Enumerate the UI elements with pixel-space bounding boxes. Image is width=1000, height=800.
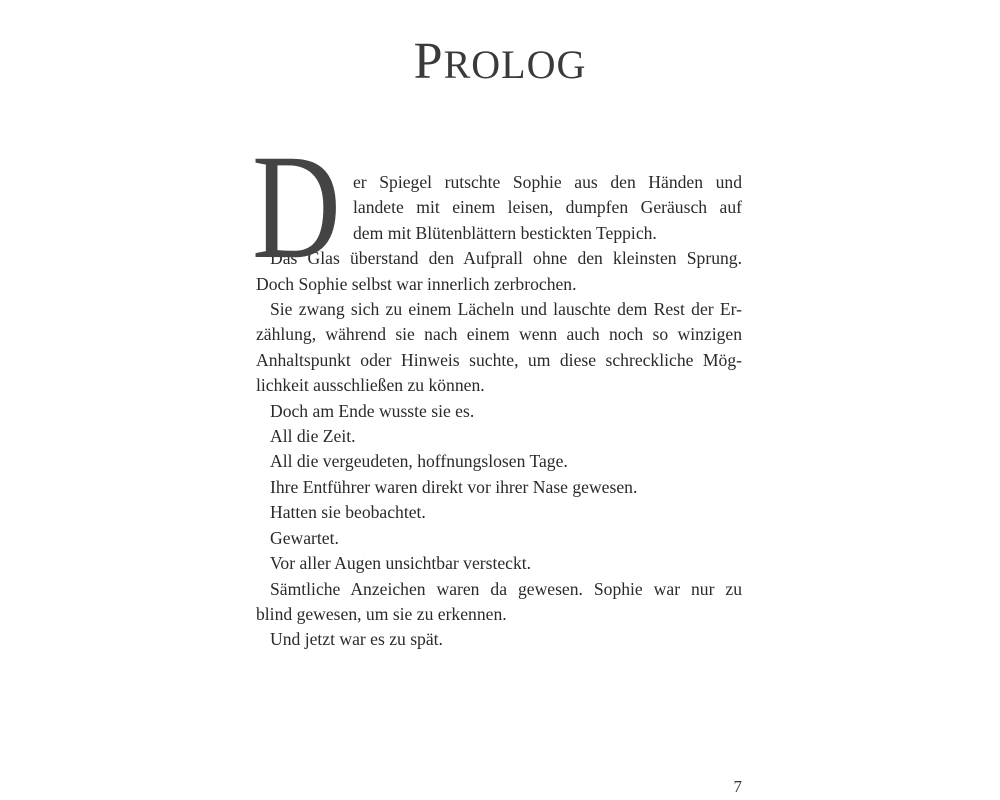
text-line: Doch am Ende wusste sie es. <box>270 400 475 421</box>
text-line: Anhaltspunkt oder Hinweis suchte, um diese schreckliche Mög- <box>256 349 742 370</box>
chapter-title-initial: P <box>413 32 444 90</box>
opening-paragraph <box>353 170 742 246</box>
text-line: All die vergeudeten, hoffnungslosen Tage. <box>270 451 568 472</box>
page-number: 7 <box>733 777 742 796</box>
text-line: Hatten sie beobachtet. <box>270 502 426 523</box>
text-line: er Spiegel rutschte Sophie aus den Händen und <box>353 172 742 192</box>
text-line: lichkeit ausschließen zu können. <box>256 375 485 396</box>
chapter-title <box>0 33 1000 90</box>
text-line: Vor aller Augen unsichtbar versteckt. <box>270 553 532 574</box>
text-line: Sämtliche Anzeichen waren da gewesen. Sophie war nur zu <box>270 578 742 599</box>
text-line: landete mit einem leisen, dumpfen Geräusch auf <box>353 197 742 218</box>
text-line: Und jetzt war es zu spät. <box>270 629 443 650</box>
drop-cap-letter: D <box>252 124 341 290</box>
chapter-body <box>252 124 742 653</box>
text-line: Ihre Entführer waren direkt vor ihrer Nase gewesen. <box>270 476 638 497</box>
text-line: Das Glas überstand den Aufprall ohne den kleinsten Sprung. <box>270 248 742 269</box>
text-line: All die Zeit. <box>270 426 356 447</box>
text-line: Sie zwang sich zu einem Lächeln und lauschte dem Rest der Er- <box>270 299 742 320</box>
text-line: zählung, während sie nach einem wenn auch noch so winzigen <box>256 324 742 345</box>
text-line: dem mit Blütenblättern bestickten Teppich. <box>353 222 657 243</box>
text-line: Doch Sophie selbst war innerlich zerbrochen. <box>256 273 577 294</box>
text-line: blind gewesen, um sie zu erkennen. <box>256 603 507 624</box>
text-line: Gewartet. <box>270 527 339 548</box>
chapter-title-rest: ROLOG <box>443 41 587 87</box>
